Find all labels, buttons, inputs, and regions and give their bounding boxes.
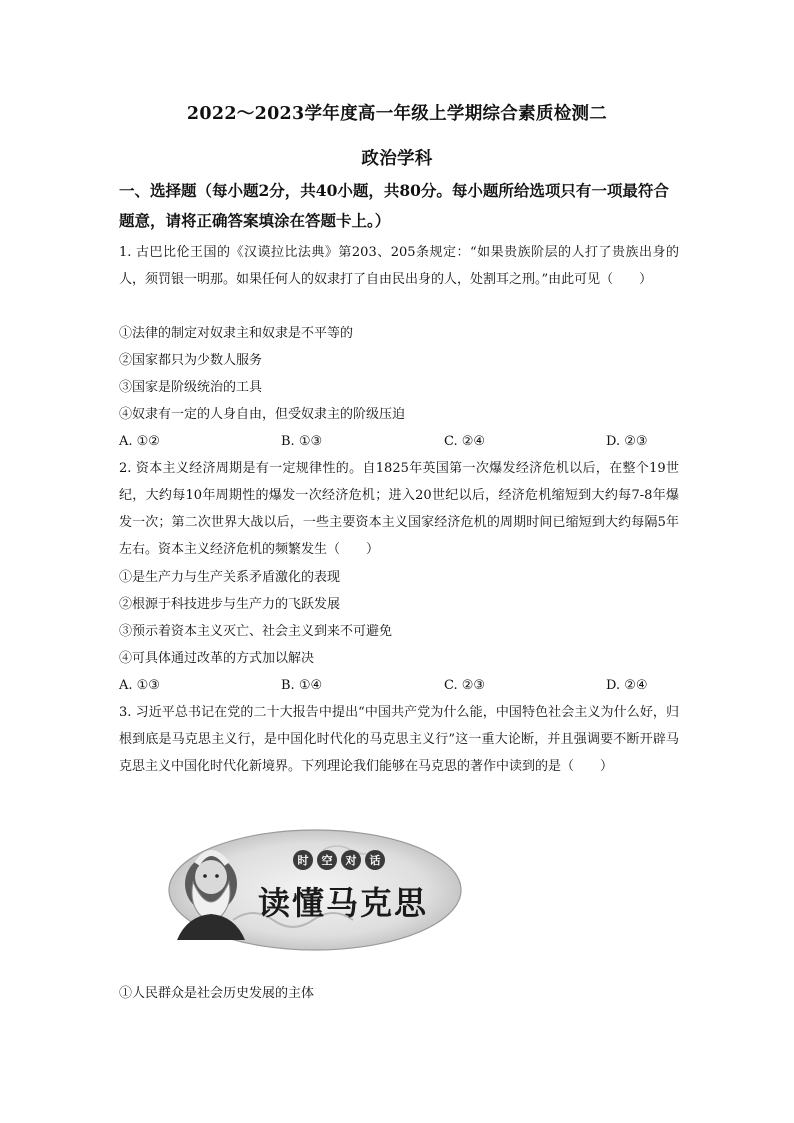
question-2-option-4: ④可具体通过改革的方式加以解决 bbox=[119, 651, 315, 666]
question-1-choices bbox=[119, 428, 679, 455]
question-2-stem: 2. 资本主义经济周期是有一定规律性的。自1825年英国第一次爆发经济危机以后，在整个19世纪，大约每10年周期性的爆发一次经济危机；进入20世纪以后，经济危机缩短到大约每7-8年爆发一次；第二次世界大战以后，一些主要资本主义国家经济危机的周期时间已缩短到大约每隔5年左右。资本主义经济危机的频繁发生（ ） bbox=[119, 461, 679, 557]
subject-title: 政治学科 bbox=[361, 149, 433, 169]
choice-d[interactable]: D. ②③ bbox=[606, 434, 648, 449]
marx-banner-image bbox=[163, 822, 463, 957]
question-3-stem: 3. 习近平总书记在党的二十大报告中提出“中国共产党为什么能，中国特色社会主义为什么好，归根到底是马克思主义行，是中国化时代化的马克思主义行”这一重大论断，并且强调要不断开辟马克思主义中国化时代化新境界。下列理论我们能够在马克思的著作中读到的是（ ） bbox=[119, 705, 679, 774]
banner-graphic bbox=[163, 822, 463, 957]
question-2-choices bbox=[119, 672, 679, 699]
svg-text:对: 对 bbox=[345, 854, 357, 867]
question-2-option-2: ②根源于科技进步与生产力的飞跃发展 bbox=[119, 597, 341, 612]
question-2-option-1: ①是生产力与生产关系矛盾激化的表现 bbox=[119, 570, 341, 585]
choice-d[interactable]: D. ②④ bbox=[606, 678, 648, 693]
svg-text:话: 话 bbox=[369, 854, 381, 867]
question-1-stem: 1. 古巴比伦王国的《汉谟拉比法典》第203、205条规定：“如果贵族阶层的人打了贵族出身的人，须罚银一明那。如果任何人的奴隶打了自由民出身的人，处割耳之刑。”由此可见（ ） bbox=[119, 245, 679, 287]
choice-c[interactable]: C. ②④ bbox=[444, 434, 486, 449]
question-1-option-4: ④奴隶有一定的人身自由，但受奴隶主的阶级压迫 bbox=[119, 407, 406, 422]
question-2-option-3: ③预示着资本主义灭亡、社会主义到来不可避免 bbox=[119, 624, 393, 639]
choice-a[interactable]: A. ①③ bbox=[119, 678, 160, 693]
svg-text:时: 时 bbox=[297, 854, 309, 867]
choice-b[interactable]: B. ①④ bbox=[281, 678, 323, 693]
question-1-option-2: ②国家都只为少数人服务 bbox=[119, 353, 263, 368]
choice-c[interactable]: C. ②③ bbox=[444, 678, 486, 693]
banner-title: 读懂马克思 bbox=[257, 884, 429, 922]
choice-a[interactable]: A. ①② bbox=[119, 434, 160, 449]
section-heading: 一、选择题（每小题2分，共40小题，共80分。每小题所给选项只有一项最符合题意，请将正确答案填涂在答题卡上。） bbox=[119, 181, 669, 230]
question-1-option-3: ③国家是阶级统治的工具 bbox=[119, 380, 263, 395]
question-1-option-1: ①法律的制定对奴隶主和奴隶是不平等的 bbox=[119, 326, 354, 341]
svg-text:空: 空 bbox=[321, 854, 333, 867]
question-3-option-1: ①人民群众是社会历史发展的主体 bbox=[119, 986, 315, 1001]
choice-b[interactable]: B. ①③ bbox=[281, 434, 323, 449]
exam-title: 2022～2023学年度高一年级上学期综合素质检测二 bbox=[186, 104, 608, 124]
